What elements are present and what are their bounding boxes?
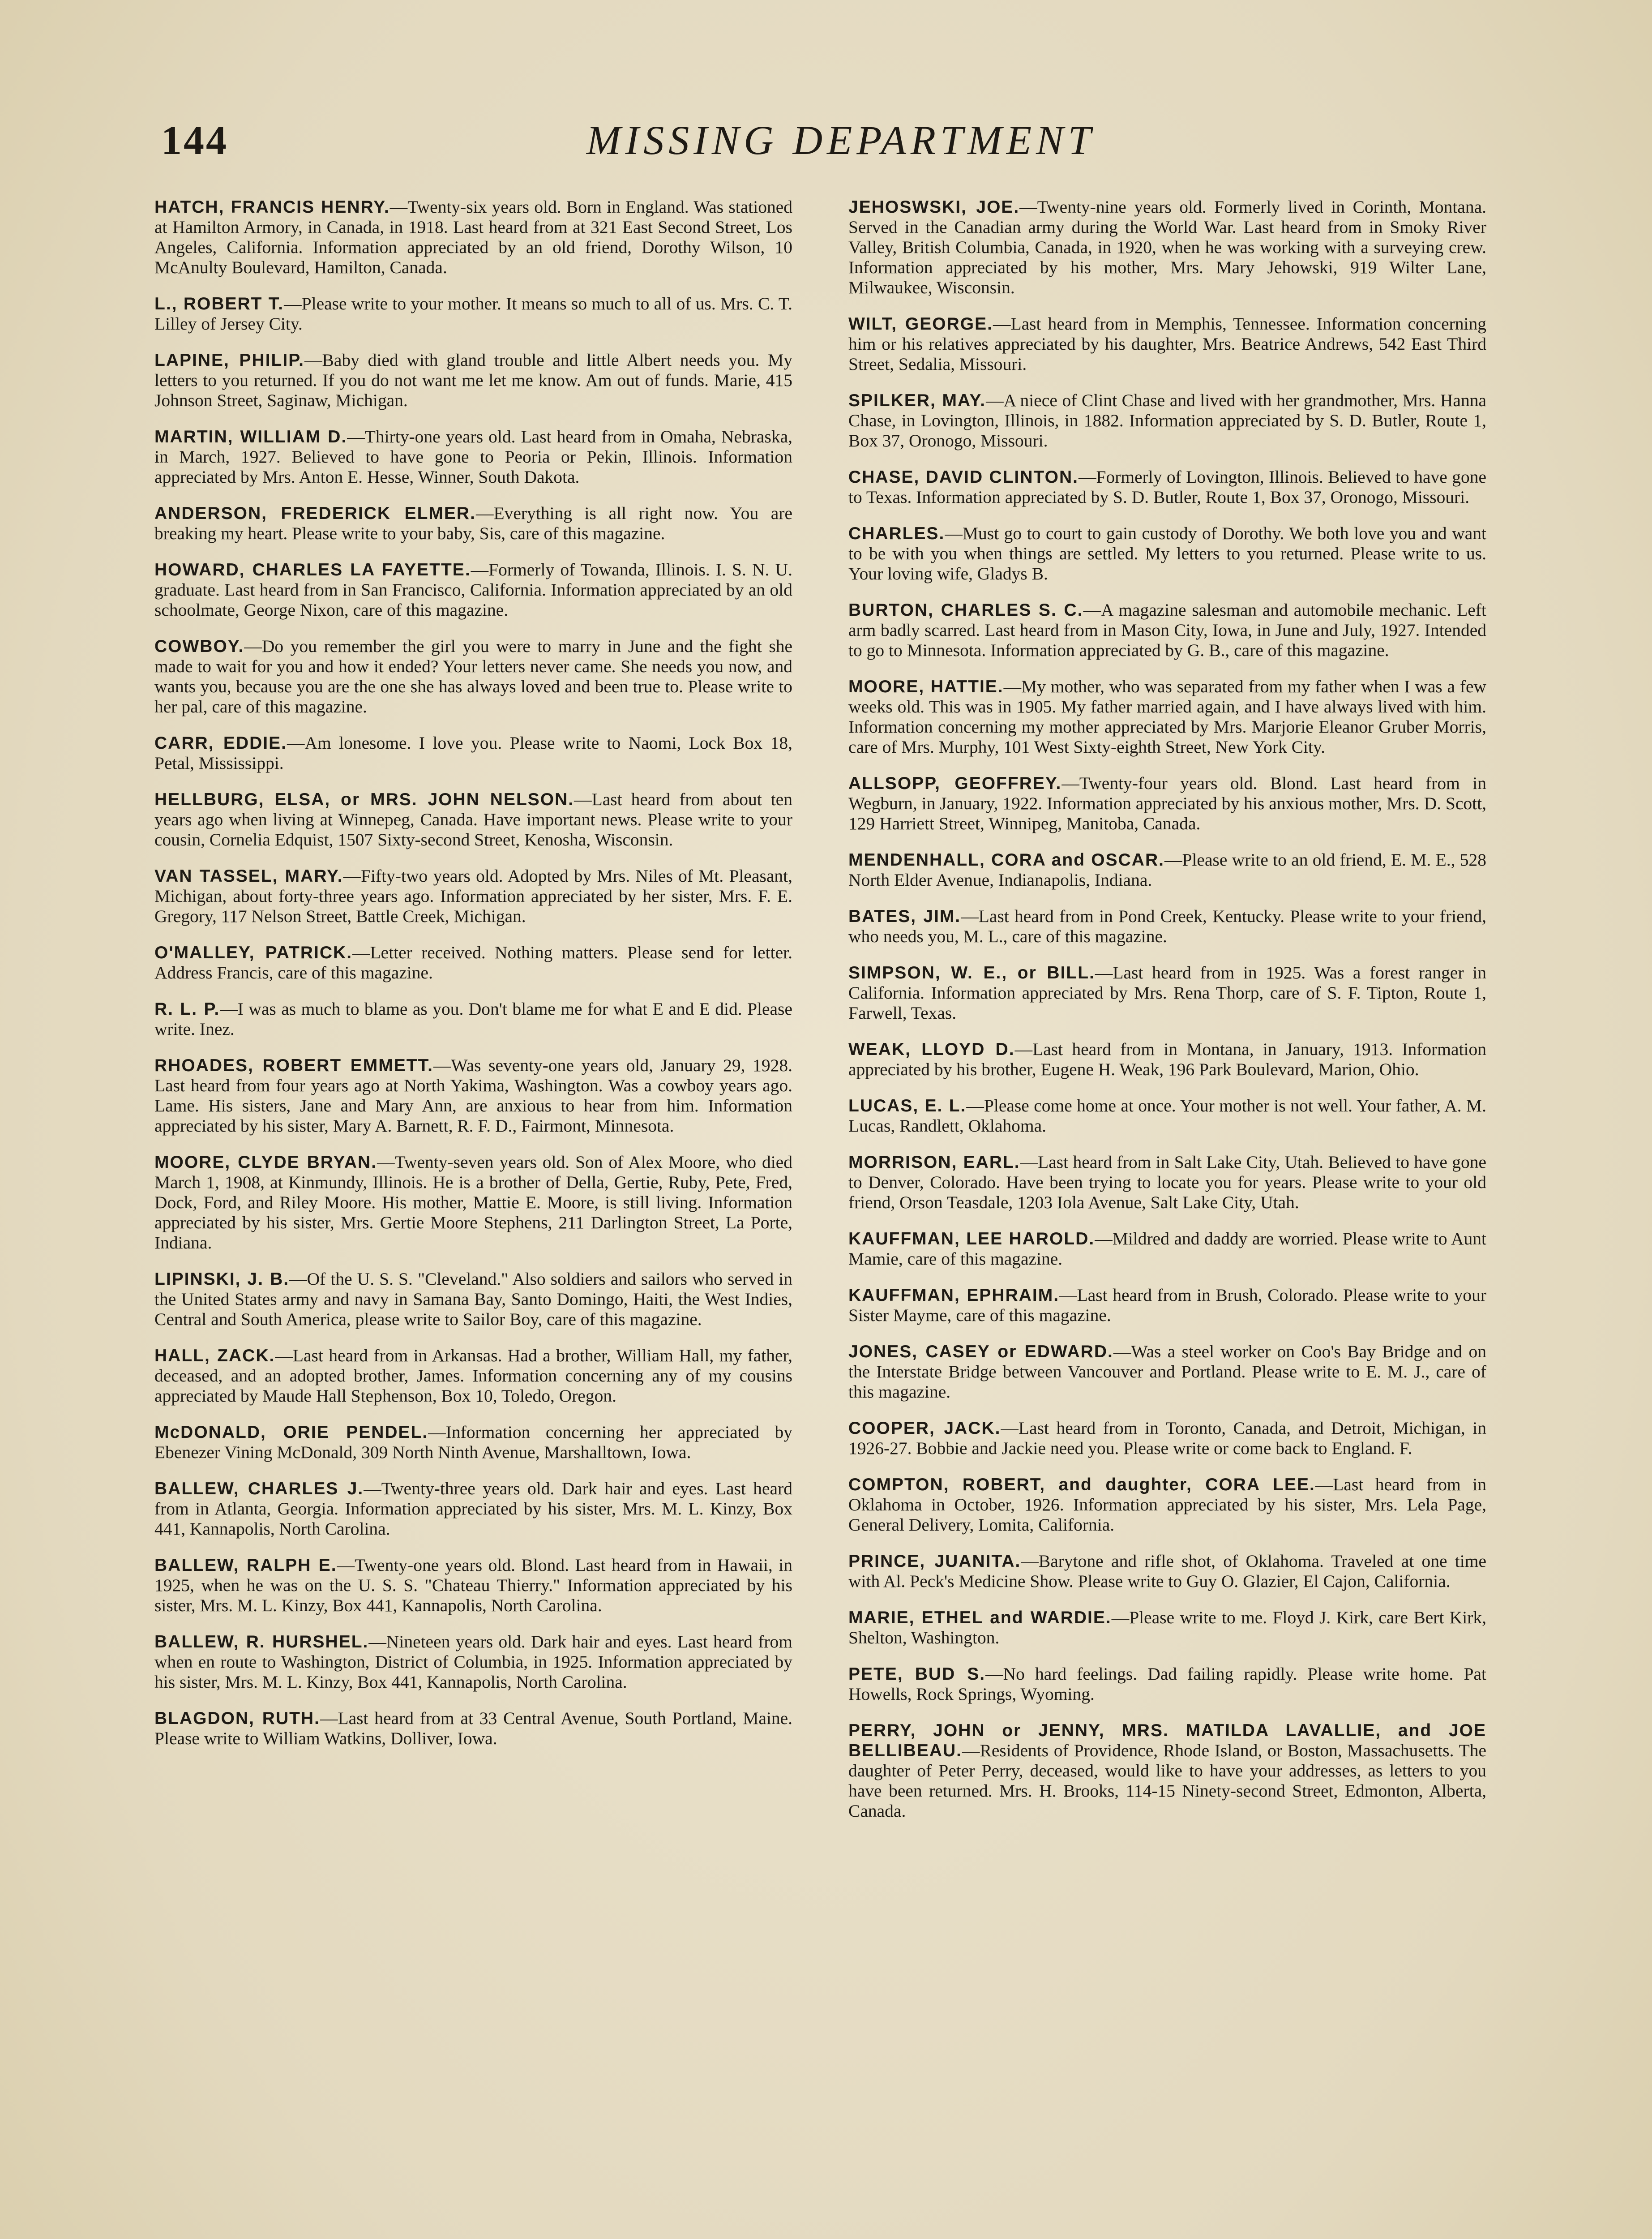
- missing-notice: [848, 1039, 1486, 1080]
- notice-name: LUCAS, E. L.: [848, 1096, 967, 1115]
- notice-text: —I was as much to blame as you. Don't blame me for what E and E did. Please write. Inez.: [154, 999, 792, 1039]
- missing-notice: [848, 906, 1486, 947]
- notice-text: —Baby died with gland trouble and little Albert needs you. My letters to you returned. If you do not want me let me know. Am out of funds. Marie, 415 Johnson Street, Saginaw, Michigan.: [154, 350, 792, 410]
- missing-notice: [848, 850, 1486, 890]
- notice-name: BATES, JIM.: [848, 907, 961, 926]
- missing-notice: [154, 1555, 792, 1616]
- notice-name: CARR, EDDIE.: [154, 733, 287, 753]
- notice-name: BALLEW, R. HURSHEL.: [154, 1632, 369, 1651]
- missing-notice: [154, 294, 792, 334]
- missing-notice: [154, 503, 792, 544]
- missing-notice: [154, 1346, 792, 1406]
- notice-text: —A magazine salesman and automobile mechanic. Left arm badly scarred. Last heard from in Mason City, Iowa, in June and July, 1927. Intended to go to Minnesota. Information appreciated by G. B., care of this magazine.: [848, 600, 1486, 660]
- missing-notice: [848, 600, 1486, 661]
- notice-text: —Twenty-nine years old. Formerly lived in Corinth, Montana. Served in the Canadian army during the World War. Last heard from in Smoky River Valley, British Columbia, Canada, in 1920, when he was working with a surveying crew. Information appreciated by his mother, Mrs. Mary Jehowski, 919 Wilter Lane, Milwaukee, Wisconsin.: [848, 197, 1486, 297]
- notice-text: —Twenty-one years old. Blond. Last heard from in Hawaii, in 1925, when he was on the U. S. S. "Chateau Thierry." Information appreciated by his sister, Mrs. M. L. Kinzy, Box 441, Kannapolis, North Carolina.: [154, 1555, 792, 1615]
- missing-notice: [848, 1551, 1486, 1591]
- missing-notice: [848, 1285, 1486, 1325]
- missing-notice: [154, 636, 792, 717]
- missing-notice: [154, 866, 792, 926]
- notice-name: CHARLES.: [848, 524, 945, 543]
- notice-text: —Twenty-three years old. Dark hair and eyes. Last heard from in Atlanta, Georgia. Information appreciated by his sister, Mrs. M. L. Kinzy, Box 441, Kannapolis, North Carolina.: [154, 1479, 792, 1539]
- notice-name: COWBOY.: [154, 637, 244, 656]
- notice-text: —Must go to court to gain custody of Dorothy. We both love you and want to be with you when things are settled. My letters to you returned. Please write to us. Your loving wife, Gladys B.: [848, 523, 1486, 583]
- missing-notice: [848, 1096, 1486, 1136]
- missing-notice: [154, 1422, 792, 1463]
- notice-name: MOORE, HATTIE.: [848, 677, 1004, 696]
- notice-text: —Last heard from about ten years ago when living at Winnepeg, Canada. Have important news. Please write to your cousin, Cornelia Edquist, 1507 Sixty-second Street, Kenosha, Wisconsin.: [154, 789, 792, 849]
- missing-notice: [154, 1152, 792, 1253]
- missing-notice: [848, 963, 1486, 1023]
- notice-text: —Please come home at once. Your mother is not well. Your father, A. M. Lucas, Randlett, Oklahoma.: [848, 1096, 1486, 1136]
- notice-name: JONES, CASEY or EDWARD.: [848, 1342, 1113, 1361]
- notice-text: —Information concerning her appreciated by Ebenezer Vining McDonald, 309 North Ninth Avenue, Marshalltown, Iowa.: [154, 1422, 792, 1462]
- notice-name: SPILKER, MAY.: [848, 391, 986, 410]
- notice-name: COOPER, JACK.: [848, 1419, 1001, 1438]
- notice-name: MARTIN, WILLIAM D.: [154, 427, 347, 446]
- notice-name: KAUFFMAN, LEE HAROLD.: [848, 1229, 1095, 1248]
- missing-notice: [154, 427, 792, 487]
- missing-notice: [154, 560, 792, 620]
- missing-notice: [154, 1269, 792, 1330]
- notice-name: R. L. P.: [154, 999, 220, 1019]
- missing-notice: [848, 390, 1486, 451]
- notice-name: MENDENHALL, CORA and OSCAR.: [848, 850, 1164, 870]
- missing-notice: [154, 1479, 792, 1539]
- missing-notice: [848, 1342, 1486, 1402]
- missing-notice: [848, 1418, 1486, 1458]
- notice-name: VAN TASSEL, MARY.: [154, 866, 343, 886]
- notice-text: —Last heard from in Toronto, Canada, and Detroit, Michigan, in 1926-27. Bobbie and Jackie need you. Please write or come back to England. F.: [848, 1418, 1487, 1458]
- missing-notice: [848, 523, 1486, 584]
- notice-text: —Everything is all right now. You are breaking my heart. Please write to your baby, Sis, care of this magazine.: [154, 503, 792, 543]
- notice-text: —Last heard from in Montana, in January, 1913. Information appreciated by his brother, Eugene H. Weak, 196 Park Boulevard, Marion, Ohio.: [848, 1039, 1486, 1079]
- missing-notice: [848, 1152, 1486, 1213]
- notice-name: KAUFFMAN, EPHRAIM.: [848, 1286, 1060, 1305]
- notice-text: —Fifty-two years old. Adopted by Mrs. Niles of Mt. Pleasant, Michigan, about forty-three years ago. Information appreciated by her sister, Mrs. F. E. Gregory, 117 Nelson Street, Battle Creek, Michigan.: [154, 866, 792, 926]
- right-column: [848, 197, 1486, 1837]
- notice-text: —Last heard from in Salt Lake City, Utah. Believed to have gone to Denver, Colorado. Have been trying to locate you for years. Please write to your old friend, Orson Teasdale, 1203 Iola Avenue, Salt Lake City, Utah.: [848, 1152, 1486, 1212]
- notice-text: —Twenty-seven years old. Son of Alex Moore, who died March 1, 1908, at Kinmundy, Illinois. He is a brother of Della, Gertie, Ruby, Pete, Fred, Dock, Ford, and Riley Moore. His mother, Mattie E. Moore, is still living. Information appreciated by his sister, Mrs. Gertie Moore Stephens, 211 Darlington Street, La Porte, Indiana.: [154, 1152, 792, 1252]
- notice-name: BLAGDON, RUTH.: [154, 1709, 320, 1728]
- notice-name: CHASE, DAVID CLINTON.: [848, 468, 1079, 487]
- notice-text: —My mother, who was separated from my father when I was a few weeks old. This was in 1905. My father married again, and I have always lived with him. Information concerning my mother appreciated by Mrs. Marjorie Eleanor Gruber Morris, care of Mrs. Murphy, 101 West Sixty-eighth Street, New York City.: [848, 677, 1486, 757]
- notice-text: —Last heard from in Oklahoma in October, 1926. Information appreciated by his sister, Mrs. Lela Page, General Delivery, Lomita, California.: [848, 1475, 1486, 1535]
- notice-name: WEAK, LLOYD D.: [848, 1040, 1015, 1059]
- missing-notice: [154, 733, 792, 773]
- missing-notice: [154, 197, 792, 278]
- notice-name: BURTON, CHARLES S. C.: [848, 600, 1083, 620]
- notice-text: —Last heard from in Arkansas. Had a brother, William Hall, my father, deceased, and an adopted brother, James. Information concerning any of my cousins appreciated by Maude Hall Stephenson, Box 10, Toledo, Oregon.: [154, 1346, 792, 1406]
- notice-name: HALL, ZACK.: [154, 1346, 275, 1365]
- notice-text: —Do you remember the girl you were to marry in June and the fight she made to wait for you and how it ended? Your letters never came. She needs you now, and wants you, because you are the one she has always loved and been true to. Please write to her pal, care of this magazine.: [154, 636, 792, 716]
- notice-name: BALLEW, CHARLES J.: [154, 1479, 364, 1498]
- missing-notice: [848, 1475, 1486, 1535]
- notice-text: —Last heard from in Brush, Colorado. Please write to your Sister Mayme, care of this magazine.: [848, 1285, 1487, 1325]
- notice-name: MOORE, CLYDE BRYAN.: [154, 1153, 377, 1172]
- notice-name: LIPINSKI, J. B.: [154, 1270, 290, 1289]
- notice-text: —Mildred and daddy are worried. Please write to Aunt Mamie, care of this magazine.: [848, 1229, 1486, 1269]
- notice-name: O'MALLEY, PATRICK.: [154, 943, 353, 962]
- missing-notice: [848, 1608, 1486, 1648]
- page-header: [161, 112, 1504, 179]
- missing-notice: [154, 1708, 792, 1749]
- notice-name: MARIE, ETHEL and WARDIE.: [848, 1608, 1112, 1627]
- notice-name: McDONALD, ORIE PENDEL.: [154, 1423, 428, 1442]
- missing-notice: [848, 1664, 1486, 1704]
- notice-name: SIMPSON, W. E., or BILL.: [848, 963, 1095, 982]
- missing-notice: [848, 1229, 1486, 1269]
- left-column: [154, 197, 792, 1765]
- notice-name: JEHOSWSKI, JOE.: [848, 197, 1020, 217]
- notice-name: HOWARD, CHARLES LA FAYETTE.: [154, 560, 471, 579]
- running-title: MISSING DEPARTMENT: [586, 117, 1096, 163]
- notice-text: —Please write to an old friend, E. M. E., 528 North Elder Avenue, Indianapolis, Indiana.: [848, 850, 1487, 890]
- notice-name: PERRY, JOHN or JENNY, MRS. MATILDA LAVALLIE, and JOE BELLIBEAU.: [848, 1721, 1486, 1760]
- missing-notice: [848, 314, 1486, 374]
- notice-text: —Formerly of Towanda, Illinois. I. S. N. U. graduate. Last heard from in San Francisco, California. Information appreciated by an old schoolmate, George Nixon, care of this magazine.: [154, 560, 792, 620]
- notice-text: —Last heard from in 1925. Was a forest ranger in California. Information appreciated by Mrs. Rena Thorp, care of S. F. Tipton, Route 1, Farwell, Texas.: [848, 963, 1487, 1023]
- notice-text: —Last heard from at 33 Central Avenue, South Portland, Maine. Please write to William Watkins, Dolliver, Iowa.: [154, 1708, 792, 1748]
- notice-text: —Of the U. S. S. "Cleveland." Also soldiers and sailors who served in the United States army and navy in Samana Bay, Santo Domingo, Haiti, the West Indies, Central and South America, please write to Sailor Boy, care of this magazine.: [154, 1269, 793, 1329]
- notice-text: —Twenty-six years old. Born in England. Was stationed at Hamilton Armory, in Canada, in 1918. Last heard from at 321 East Second Street, Los Angeles, California. Information appreciated by an old friend, Dorothy Wilson, 10 McAnulty Boulevard, Hamilton, Canada.: [154, 197, 792, 277]
- notice-text: —Last heard from in Memphis, Tennessee. Information concerning him or his relatives appreciated by his daughter, Mrs. Beatrice Andrews, 542 East Third Street, Sedalia, Missouri.: [848, 314, 1487, 374]
- notice-name: HATCH, FRANCIS HENRY.: [154, 197, 390, 217]
- notice-name: LAPINE, PHILIP.: [154, 351, 305, 370]
- notice-text: —Was seventy-one years old, January 29, 1928. Last heard from four years ago at North Yakima, Washington. Was a cowboy years ago. Lame. His sisters, Jane and Mary Ann, are anxious to hear from him. Information appreciated by his sister, Mary A. Barnett, R. F. D., Fairmont, Minnesota.: [154, 1055, 792, 1136]
- notice-text: —Nineteen years old. Dark hair and eyes. Last heard from when en route to Washington, District of Columbia, in 1925. Information appreciated by his sister, Mrs. M. L. Kinzy, Box 441, Kannapolis, North Carolina.: [154, 1632, 792, 1692]
- missing-notice: [848, 1720, 1486, 1821]
- missing-notice: [154, 999, 792, 1039]
- notice-text: —Barytone and rifle shot, of Oklahoma. Traveled at one time with Al. Peck's Medicine Show. Please write to Guy O. Glazier, El Cajon, California.: [848, 1551, 1486, 1591]
- notice-name: ANDERSON, FREDERICK ELMER.: [154, 504, 476, 523]
- missing-notice: [154, 789, 792, 850]
- notice-name: PRINCE, JUANITA.: [848, 1552, 1021, 1571]
- notice-name: BALLEW, RALPH E.: [154, 1556, 337, 1575]
- missing-notice: [848, 467, 1486, 507]
- notice-name: MORRISON, EARL.: [848, 1153, 1020, 1172]
- notice-name: HELLBURG, ELSA, or MRS. JOHN NELSON.: [154, 790, 574, 809]
- notice-text: —Twenty-four years old. Blond. Last heard from in Wegburn, in January, 1922. Information appreciated by his anxious mother, Mrs. D. Scott, 129 Harriett Street, Winnipeg, Manitoba, Canada.: [848, 773, 1487, 833]
- notice-text: —Letter received. Nothing matters. Please send for letter. Address Francis, care of this magazine.: [154, 943, 792, 982]
- missing-notice: [848, 773, 1486, 834]
- page-number: 144: [161, 117, 228, 163]
- notice-name: RHOADES, ROBERT EMMETT.: [154, 1056, 433, 1075]
- missing-notice: [848, 197, 1486, 298]
- notice-text: —A niece of Clint Chase and lived with her grandmother, Mrs. Hanna Chase, in Lovington, Illinois, in 1882. Information appreciated by S. D. Butler, Route 1, Box 37, Oronogo, Missouri.: [848, 390, 1487, 450]
- notice-name: L., ROBERT T.: [154, 294, 284, 313]
- notice-name: ALLSOPP, GEOFFREY.: [848, 774, 1062, 793]
- notice-text: —No hard feelings. Dad failing rapidly. Please write home. Pat Howells, Rock Springs, Wyoming.: [848, 1664, 1486, 1704]
- notice-name: COMPTON, ROBERT, and daughter, CORA LEE.: [848, 1475, 1315, 1494]
- notice-name: WILT, GEORGE.: [848, 314, 993, 334]
- notice-text: —Last heard from in Pond Creek, Kentucky. Please write to your friend, who needs you, M. L., care of this magazine.: [848, 906, 1486, 946]
- missing-notice: [154, 943, 792, 983]
- missing-notice: [154, 1632, 792, 1692]
- notice-text: —Am lonesome. I love you. Please write to Naomi, Lock Box 18, Petal, Mississippi.: [154, 733, 792, 773]
- missing-notice: [154, 350, 792, 411]
- notice-text: —Please write to your mother. It means so much to all of us. Mrs. C. T. Lilley of Jersey City.: [154, 294, 792, 334]
- notice-text: —Please write to me. Floyd J. Kirk, care Bert Kirk, Shelton, Washington.: [848, 1608, 1486, 1647]
- notice-name: PETE, BUD S.: [848, 1664, 986, 1684]
- notice-text: —Residents of Providence, Rhode Island, or Boston, Massachusetts. The daughter of Peter Perry, deceased, would like to have your addresses, as letters to you have been returned. Mrs. H. Brooks, 114-15 Ninety-second Street, Edmonton, Alberta, Canada.: [848, 1741, 1486, 1821]
- notice-text: —Thirty-one years old. Last heard from in Omaha, Nebraska, in March, 1927. Believed to have gone to Peoria or Pekin, Illinois. Information appreciated by Mrs. Anton E. Hesse, Winner, South Dakota.: [154, 427, 792, 487]
- missing-notice: [848, 677, 1486, 757]
- notice-text: —Formerly of Lovington, Illinois. Believed to have gone to Texas. Information appreciated by S. D. Butler, Route 1, Box 37, Oronogo, Missouri.: [848, 467, 1487, 507]
- notice-text: —Was a steel worker on Coo's Bay Bridge and on the Interstate Bridge between Vancouver and Portland. Please write to E. M. J., care of this magazine.: [848, 1342, 1486, 1402]
- missing-notice: [154, 1055, 792, 1136]
